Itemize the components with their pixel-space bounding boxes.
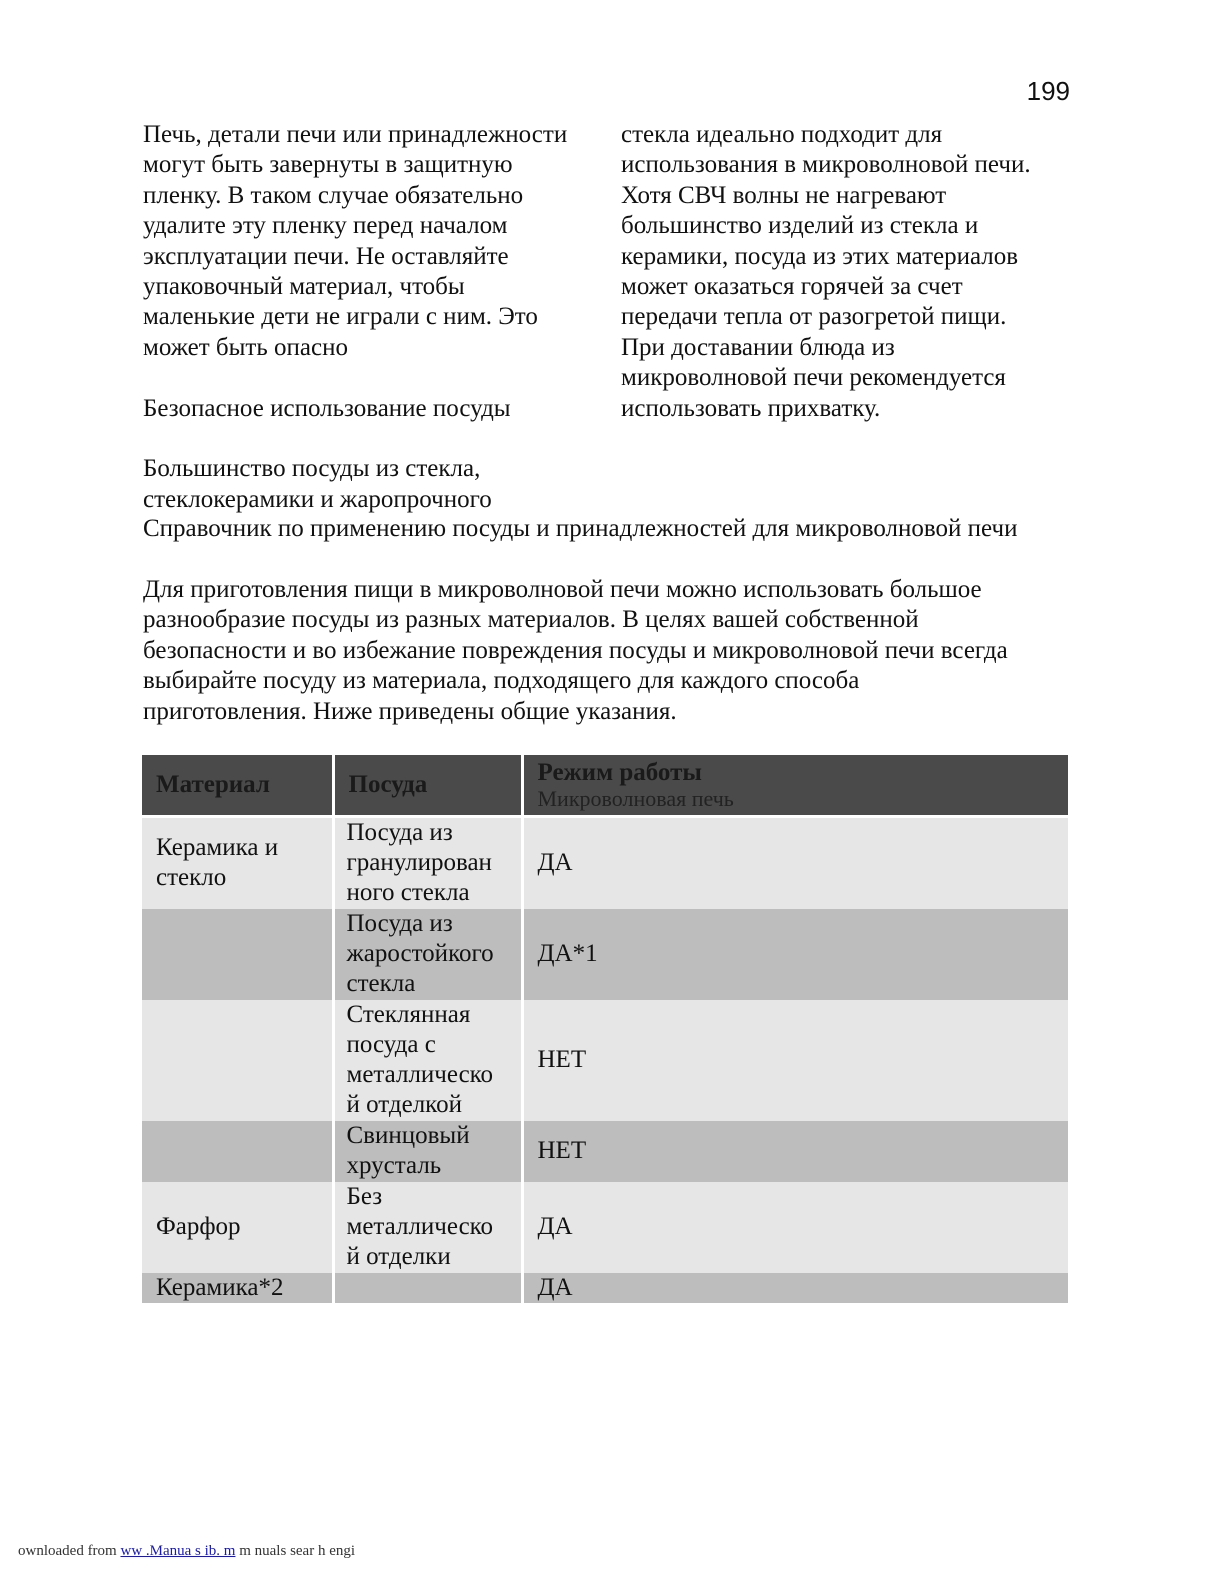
dish-line: Без <box>346 1182 383 1210</box>
text-line: При доставании блюда из <box>621 333 895 361</box>
dish-line: гранулирован <box>346 849 492 877</box>
dish-cell <box>333 1273 522 1303</box>
dish-line: хрусталь <box>346 1152 442 1180</box>
text-line: безопасности и во избежание повреждения посуды и микроволновой печи всегда <box>143 636 1008 664</box>
text-line: Большинство посуды из стекла, <box>143 455 481 483</box>
header-mode <box>522 755 1068 817</box>
header-dish: Посуда <box>333 755 522 817</box>
text-line: маленькие дети не играли с ним. Это <box>143 303 538 331</box>
text-line: разнообразие посуды из разных материалов. В целях вашей собственной <box>143 606 919 634</box>
table-row <box>142 817 1068 909</box>
footer-prefix: ownloaded from <box>18 1543 117 1559</box>
intro-paragraph <box>143 575 1083 727</box>
text-line: керамики, посуда из этих материалов <box>621 242 1019 270</box>
dish-cell <box>333 909 522 1000</box>
mode-cell: ДА <box>522 1182 1068 1273</box>
mode-cell: ДА <box>522 1273 1068 1303</box>
section-subheading: Безопасное использование посуды <box>143 394 511 422</box>
left-column <box>143 120 598 515</box>
text-line: микроволновой печи рекомендуется <box>621 364 1006 392</box>
dish-line: посуда с <box>346 1030 436 1058</box>
text-line: использования в микроволновой печи. <box>621 151 1031 179</box>
text-line: может оказаться горячей за счет <box>621 273 963 301</box>
dish-line: металлическо <box>346 1213 494 1240</box>
table-row <box>142 1121 1068 1182</box>
material-line: Керамика и <box>156 834 279 862</box>
table-row <box>142 1000 1068 1121</box>
material-cell <box>142 1000 333 1121</box>
mode-cell: НЕТ <box>522 1000 1068 1121</box>
guide-heading: Справочник по применению посуды и принадлежностей для микроволновой печи <box>143 515 1018 542</box>
text-line: могут быть завернуты в защитную <box>143 151 513 179</box>
text-line: стекла идеально подходит для <box>621 121 943 148</box>
dish-line: Посуда из <box>346 909 453 937</box>
mode-cell: ДА <box>522 817 1068 909</box>
material-cell <box>142 1182 333 1273</box>
material-line: стекло <box>156 864 227 892</box>
text-line: пленку. В таком случае обязательно <box>143 181 524 209</box>
dish-cell <box>333 1121 522 1182</box>
download-footer <box>18 1542 355 1560</box>
table-row <box>142 1182 1068 1273</box>
text-line: большинство изделий из стекла и <box>621 212 979 240</box>
page-number: 199 <box>1026 76 1070 106</box>
header-mode-subtitle: Микроволновая печь <box>537 786 734 811</box>
text-line: упаковочный материал, чтобы <box>143 273 465 301</box>
material-cell <box>142 909 333 1000</box>
dish-cell <box>333 1182 522 1273</box>
dish-line: й отделки <box>346 1243 451 1271</box>
dish-line: Свинцовый <box>346 1121 470 1149</box>
text-line: использовать прихватку. <box>621 394 881 422</box>
text-line: Хотя СВЧ волны не нагревают <box>621 181 947 209</box>
mode-cell: НЕТ <box>522 1121 1068 1182</box>
text-line: может быть опасно <box>143 333 348 361</box>
dish-line: металлическо <box>346 1061 494 1089</box>
header-material: Материал <box>142 755 333 817</box>
material-line: Фарфор <box>156 1213 241 1240</box>
mode-cell: ДА*1 <box>522 909 1068 1000</box>
material-cell <box>142 1121 333 1182</box>
text-line: удалите эту пленку перед началом <box>143 212 508 240</box>
table-row <box>142 1273 1068 1303</box>
material-cell <box>142 817 333 909</box>
dish-line: Стеклянная <box>346 1000 471 1028</box>
header-mode-title: Режим работы <box>537 759 702 786</box>
table-header-row <box>142 755 1068 817</box>
material-cell <box>142 1273 333 1303</box>
dish-line: жаростойкого <box>346 940 494 967</box>
cookware-table <box>142 755 1068 1303</box>
footer-link[interactable]: ww .Manua s ib. m <box>120 1543 236 1559</box>
dish-cell <box>333 817 522 909</box>
text-line: Печь, детали печи или принадлежности <box>143 121 568 148</box>
text-line: выбирайте посуду из материала, подходящего для каждого способа <box>143 667 860 695</box>
material-line: Керамика*2 <box>156 1273 284 1301</box>
text-line: эксплуатации печи. Не оставляйте <box>143 242 509 270</box>
dish-cell <box>333 1000 522 1121</box>
text-line: стеклокерамики и жаропрочного <box>143 485 492 513</box>
dish-line: й отделкой <box>346 1091 462 1119</box>
right-column <box>621 120 1071 424</box>
text-line: приготовления. Ниже приведены общие указания. <box>143 697 677 725</box>
dish-line: стекла <box>346 970 416 998</box>
dish-line: ного стекла <box>346 879 470 907</box>
dish-line: Посуда из <box>346 819 453 846</box>
text-line: Для приготовления пищи в микроволновой печи можно использовать большое <box>143 576 982 603</box>
footer-suffix: m nuals sear h engi <box>239 1543 356 1559</box>
text-line: передачи тепла от разогретой пищи. <box>621 303 1007 331</box>
table-row <box>142 909 1068 1000</box>
